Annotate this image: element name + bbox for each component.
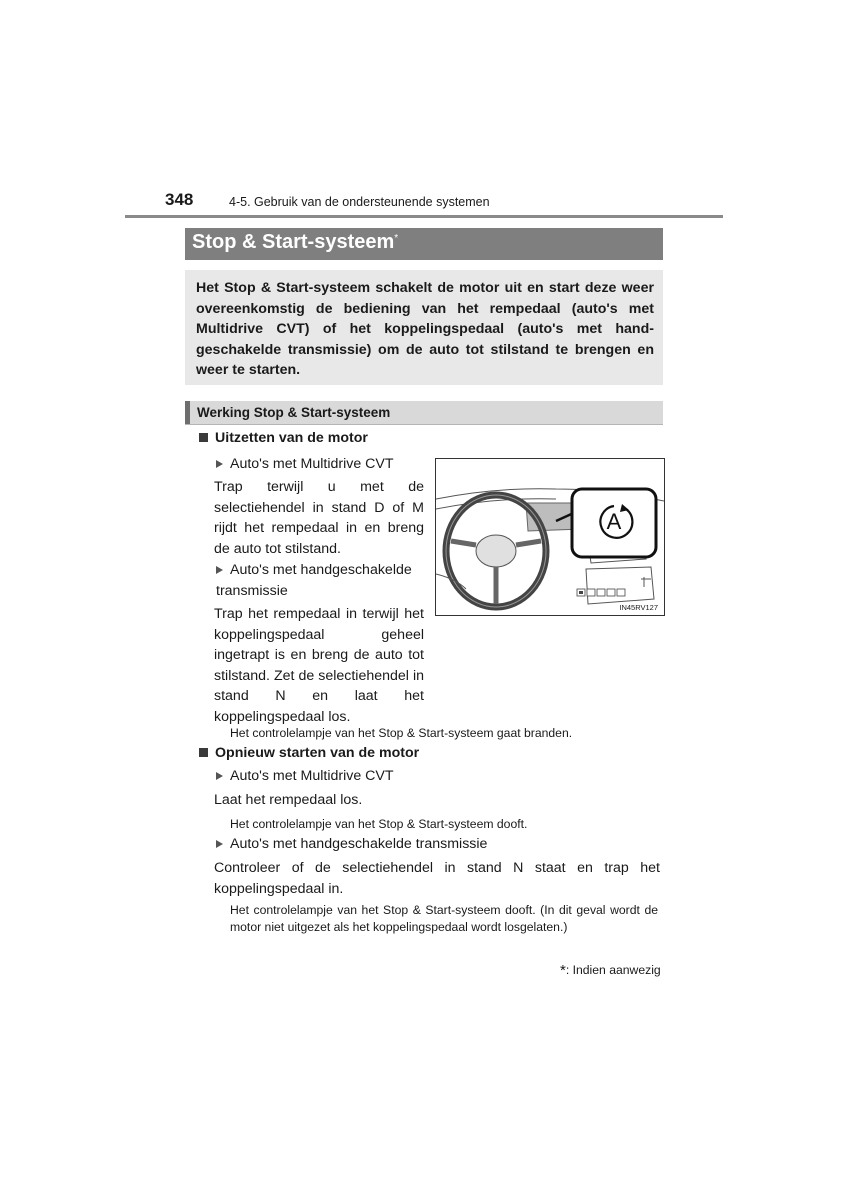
subsection-title: Werking Stop & Start-systeem bbox=[197, 405, 391, 420]
header-rule bbox=[125, 215, 723, 218]
page-number: 348 bbox=[165, 190, 194, 209]
stopping-cvt-label bbox=[216, 456, 394, 472]
intro-text: Het Stop & Start-systeem schakelt de motor uit en start deze weer overeenkomstig de bediening van het rempedaal (auto's met Multidrive CVT) of het koppelingspedaal (auto's met hand-geschakelde transmissie) om de auto tot stilstand te brengen en weer te starten. bbox=[196, 280, 654, 379]
restarting-cvt-label bbox=[216, 768, 394, 784]
restarting-manual-label-text: Auto's met handgeschakelde transmissie bbox=[230, 836, 488, 852]
footnote-text: : Indien aanwezig bbox=[565, 963, 661, 977]
triangle-bullet-icon bbox=[216, 566, 223, 574]
stopping-heading bbox=[199, 430, 368, 446]
footnote-asterisk: * bbox=[560, 962, 566, 979]
intro-box bbox=[185, 270, 663, 385]
footnote bbox=[560, 961, 661, 978]
stopping-manual-text: Trap het rempedaal in terwijl het koppelingspedaal geheel ingetrapt is en breng de auto tot stilstand. Zet de selectiehendel in stand N en laat het koppelingspedaal los. bbox=[214, 606, 424, 725]
restarting-manual-label bbox=[216, 836, 487, 852]
title-text: Stop & Start-systeem bbox=[192, 231, 395, 253]
dashboard-illustration bbox=[436, 459, 664, 615]
square-bullet-icon bbox=[199, 433, 208, 442]
figure-code: IN45RV127 bbox=[619, 603, 658, 612]
title-bar bbox=[185, 228, 663, 260]
stopping-cvt-text: Trap terwijl u met de selectiehendel in stand D of M rijdt het rempedaal in en breng de auto tot stilstand. bbox=[214, 479, 424, 557]
subsection-bar bbox=[185, 401, 663, 425]
triangle-bullet-icon bbox=[216, 772, 223, 780]
stopping-manual-label-text: Auto's met handgeschakelde transmissie bbox=[216, 562, 412, 599]
indicator-letter: A bbox=[606, 509, 622, 534]
title-asterisk: * bbox=[394, 233, 399, 244]
instrument-panel-figure bbox=[435, 458, 665, 616]
triangle-bullet-icon bbox=[216, 460, 223, 468]
subsection-accent bbox=[185, 401, 190, 424]
stopping-heading-text: Uitzetten van de motor bbox=[215, 430, 368, 446]
restarting-manual-note: Het controlelampje van het Stop & Start-systeem dooft. (In dit geval wordt de motor niet uitgezet als het koppelingspedaal wordt losgelaten.) bbox=[230, 903, 658, 934]
page-title bbox=[192, 231, 398, 254]
restarting-heading-text: Opnieuw starten van de motor bbox=[215, 745, 420, 761]
stopping-note: Het controlelampje van het Stop & Start-systeem gaat branden. bbox=[230, 726, 573, 740]
restarting-cvt-note: Het controlelampje van het Stop & Start-systeem dooft. bbox=[230, 817, 528, 831]
restarting-manual-text: Controleer of de selectiehendel in stand N staat en trap het koppelingspedaal in. bbox=[214, 860, 660, 897]
restarting-heading bbox=[199, 745, 419, 761]
restarting-cvt-text: Laat het rempedaal los. bbox=[214, 792, 363, 808]
restarting-cvt-label-text: Auto's met Multidrive CVT bbox=[230, 768, 394, 784]
stopping-cvt-label-text: Auto's met Multidrive CVT bbox=[230, 456, 394, 472]
section-path: 4-5. Gebruik van de ondersteunende systemen bbox=[229, 195, 490, 209]
triangle-bullet-icon bbox=[216, 840, 223, 848]
stopping-manual-label bbox=[216, 560, 424, 601]
square-bullet-icon bbox=[199, 748, 208, 757]
